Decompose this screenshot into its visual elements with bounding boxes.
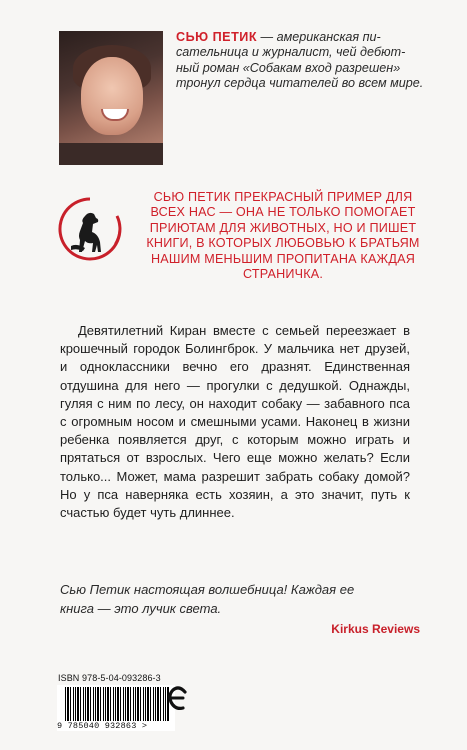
barcode-bars	[65, 687, 169, 721]
barcode	[57, 685, 175, 731]
isbn-label: ISBN 978-5-04-093286-3	[58, 673, 161, 683]
review-line: Сью Петик настоящая волшебница! Каждая ее	[60, 582, 355, 597]
author-bio-line: тронул сердца читателей во всем мире.	[176, 76, 424, 91]
eksmo-logo-icon	[167, 683, 189, 713]
review-quote	[60, 581, 360, 618]
author-bio-line: ный роман «Собакам вход разрешен»	[176, 60, 401, 75]
review-source: Kirkus Reviews	[331, 622, 420, 636]
author-bio-line: сательница и журналист, чей дебют-	[176, 45, 406, 60]
endorsement-quote	[137, 190, 429, 282]
summary-paragraph: Девятилетний Киран вместе с семьей переезжает в крошечный городок Болингброк. У мальчика нет друзей, и одноклассники вечно его дразнят. Единственная отдушина для него — прогулки с дедушкой. Однажды, гуляя с ним по лесу, он находит собаку — забавного пса с огромным носом и смешными усами. Наконец в жизни ребенка появляется друг, с которым можно играть и прятаться от взрослых. Чего еще можно желать? Если только... Может, мама разрешит забрать собаку домой? Но у пса наверняка есть хозяин, а это значит, путь к счастью будет чуть длиннее.	[60, 323, 410, 521]
author-bio	[176, 30, 438, 92]
quote-line: КНИГИ, В КОТОРЫХ ЛЮБОВЬЮ К БРАТЬЯМ	[146, 236, 420, 251]
barcode-digits: 9 785040 932863 >	[57, 721, 148, 731]
author-bio-line: — американская пи-	[257, 30, 381, 44]
review-line: книга — это лучик света.	[60, 600, 222, 616]
book-summary	[60, 322, 410, 522]
quote-line: СЬЮ ПЕТИК ПРЕКРАСНЫЙ ПРИМЕР ДЛЯ	[153, 190, 413, 204]
quote-line: ВСЕХ НАС — ОНА НЕ ТОЛЬКО ПОМОГАЕТ	[150, 205, 416, 220]
quote-line: НАШИМ МЕНЬШИМ ПРОПИТАНА КАЖДАЯ	[150, 251, 416, 266]
quote-line: ПРИЮТАМ ДЛЯ ЖИВОТНЫХ, НО И ПИШЕТ	[149, 220, 417, 235]
author-name: СЬЮ ПЕТИК	[176, 30, 258, 44]
dog-silhouette-icon	[57, 196, 123, 262]
author-photo	[59, 31, 163, 165]
quote-line: СТРАНИЧКА.	[242, 267, 324, 282]
